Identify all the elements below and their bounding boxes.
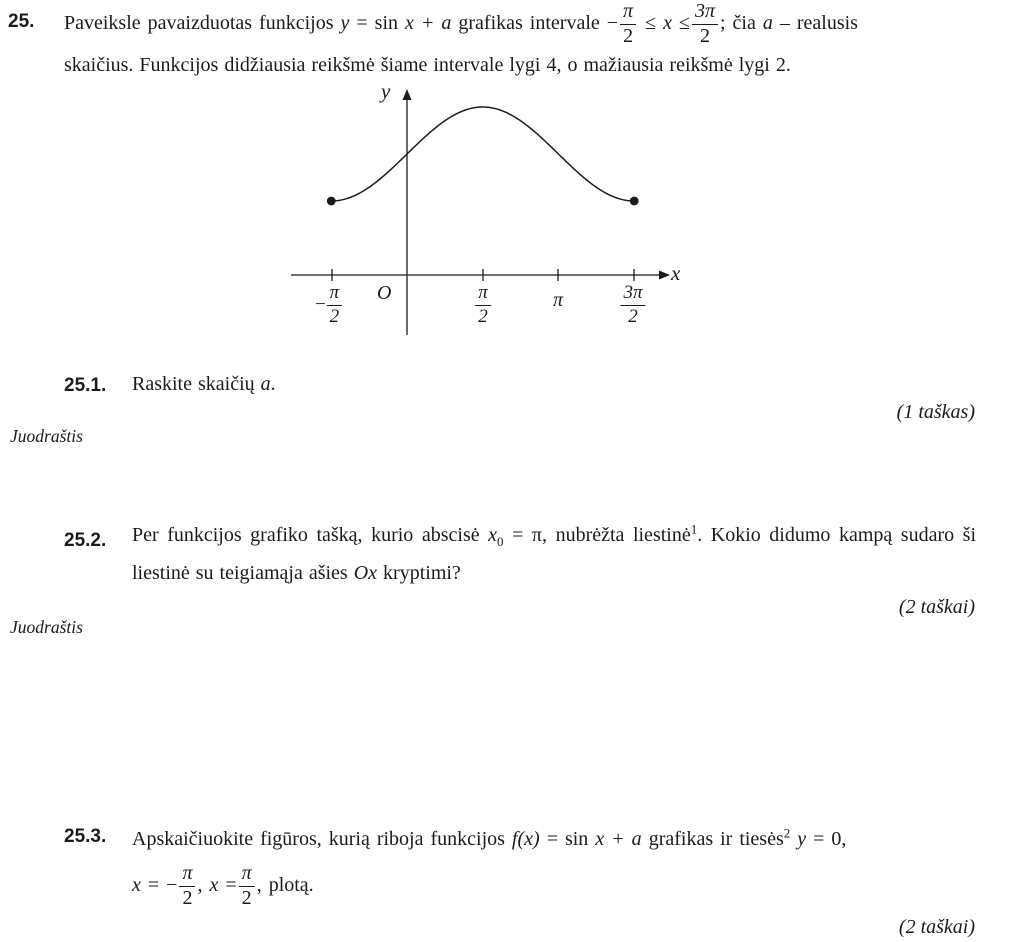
problem-number: 25.	[8, 11, 35, 32]
sub3-text-a: Apskaičiuokite figūros, kurią riboja funkcijos	[132, 828, 505, 850]
fraction-3pi-over-2: $\frac{3\pi}{2}$	[692, 1, 718, 47]
draft-label-1: Juodraštis	[10, 426, 83, 446]
sub3-var-x1: x	[132, 874, 141, 896]
formula-eq-sin: = sin	[356, 12, 399, 34]
x-axis-label: x	[671, 261, 681, 285]
draft-label-2: Juodraštis	[10, 617, 83, 637]
tick-label-neg-pi-over-2: − $\frac{\pi}{2}$	[314, 283, 342, 328]
minus-sign: −	[606, 12, 619, 34]
sub2-formula: $x_0 = \pi$,	[488, 524, 548, 549]
origin-label: O	[377, 282, 392, 304]
sub2-number: 25.2.	[64, 530, 107, 551]
intro-text-b: grafikas intervale	[458, 12, 600, 34]
sub2-text-b: nubrėžta liestinė	[555, 524, 691, 546]
formula-y-sin: y	[340, 12, 350, 34]
sub2-text-c: . Kokio didumo kampą sudaro ši liestinė su teigiamąja ašies	[132, 524, 976, 584]
endpoint-dot-right	[630, 197, 639, 206]
sub1-text: Raskite skaičių a.	[132, 373, 276, 395]
footnote-marker-2: 2	[783, 825, 791, 841]
leq-right: ≤	[678, 12, 690, 34]
interval-var-x: x	[663, 12, 672, 34]
sub2-points: (2 taškai)	[898, 596, 975, 618]
semicolon: ;	[719, 12, 726, 34]
intro-text-c1: čia	[732, 12, 756, 34]
sub3-line1	[132, 822, 846, 856]
fraction-pi-over-2: $\frac{\pi}{2}$	[620, 1, 636, 47]
interval-expression	[606, 0, 726, 47]
y-axis-label: y	[381, 79, 391, 103]
x0-subscript: 0	[497, 534, 504, 549]
sub3-line2: x = − $\frac{\pi}{2}$ , x = $\frac{\pi}{2}$ , plotą.	[132, 862, 314, 909]
sub3-eq2: =	[225, 874, 237, 896]
sub1-points: (1 taškas)	[896, 401, 975, 423]
sub2-ox: Ox	[353, 562, 378, 584]
footnote-marker-1: 1	[690, 521, 698, 537]
tick-label-pi: π	[552, 289, 564, 311]
sub3-points: (2 taškai)	[898, 916, 975, 938]
problem-intro-line1	[64, 0, 858, 48]
sub1-var-a: a	[260, 373, 271, 395]
endpoint-dot-left	[327, 197, 336, 206]
intro-text-c2: – realusis	[779, 12, 858, 34]
sub3-formula-f: f(x) = sin x + a	[511, 828, 642, 850]
sub3-eq1: = −	[147, 874, 178, 896]
sub2-text-d: kryptimi?	[383, 562, 461, 584]
sub3-line2-text: plotą.	[268, 874, 314, 896]
intro-text-a: Paveiksle pavaizduotas funkcijos	[64, 12, 334, 34]
sub3-var-x2: x	[209, 874, 219, 896]
fraction-neg-pi-over-2: $\frac{\pi}{2}$	[179, 863, 195, 909]
sub3-formula-y: y = 0,	[797, 828, 847, 850]
sub2-text-a: Per funkcijos grafiko tašką, kurio abscisė	[132, 524, 480, 546]
leq-left: ≤	[645, 12, 657, 34]
problem-intro-line2: skaičius. Funkcijos didžiausia reikšmė šiame intervale lygi 4, o mažiausia reikšmė lygi 2.	[64, 54, 791, 76]
y-axis-arrow	[403, 89, 412, 100]
sub2-text	[132, 516, 976, 592]
formula-tail: x + a	[405, 12, 452, 34]
fraction-pi-over-2-b: $\frac{\pi}{2}$	[239, 863, 255, 909]
function-graph-figure	[285, 79, 697, 341]
sub3-text-b: grafikas ir tiesės	[648, 828, 784, 850]
x-axis-arrow	[659, 271, 670, 280]
sub3-number: 25.3.	[64, 826, 107, 847]
sub1-number: 25.1.	[64, 375, 107, 396]
tick-label-3pi-over-2: 3π 2	[620, 283, 645, 328]
tick-minus: −	[313, 294, 327, 316]
var-a: a	[762, 12, 773, 34]
sine-curve	[331, 107, 634, 201]
tick-label-pi-over-2: π 2	[475, 283, 491, 328]
